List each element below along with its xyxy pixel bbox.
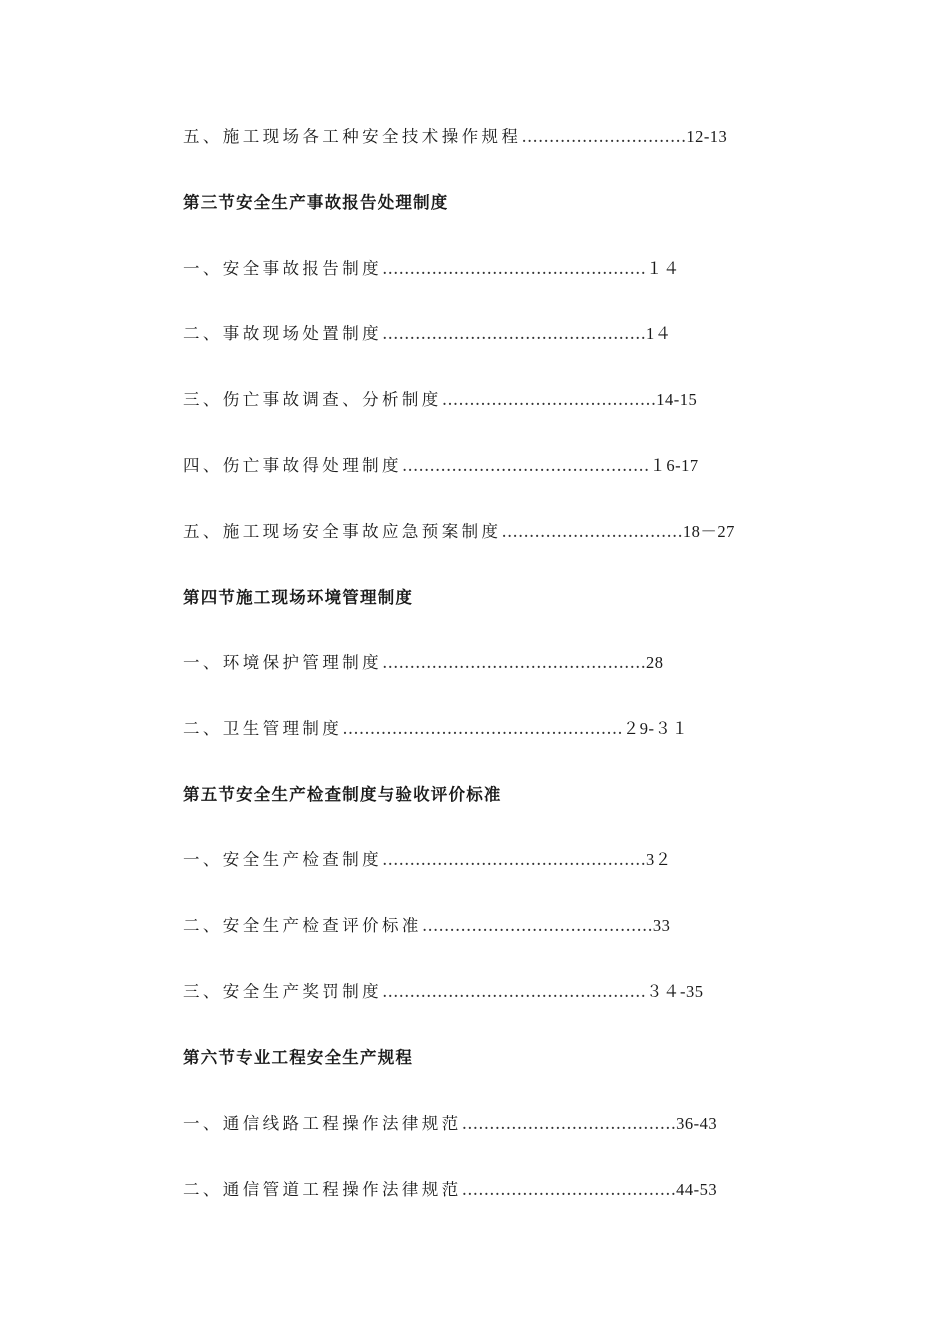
section-heading: 第四节施工现场环境管理制度 bbox=[183, 588, 414, 607]
toc-leader-dots: ………………………………… bbox=[441, 390, 657, 409]
toc-entry bbox=[183, 652, 664, 674]
toc-entry bbox=[183, 323, 672, 345]
toc-leader-dots: ………………………………………… bbox=[382, 850, 646, 869]
section-heading: 第五节安全生产检查制度与验收评价标准 bbox=[183, 785, 502, 804]
toc-page-number: １４ bbox=[646, 259, 680, 278]
toc-page-number: 14-15 bbox=[656, 390, 698, 409]
toc-leader-dots: …………………………… bbox=[501, 522, 683, 541]
toc-entry-title: 二、安全生产检查评价标准 bbox=[183, 916, 422, 935]
toc-entry bbox=[183, 1113, 717, 1135]
toc-page-number: ３４-35 bbox=[646, 982, 704, 1001]
toc-entry bbox=[183, 981, 704, 1003]
toc-entry-title: 五、施工现场安全事故应急预案制度 bbox=[183, 522, 502, 541]
toc-leader-dots: …………………………………… bbox=[421, 916, 653, 935]
toc-entry bbox=[183, 258, 680, 280]
toc-entry-title: 一、安全事故报告制度 bbox=[183, 259, 382, 278]
toc-leader-dots: ………………………………………… bbox=[382, 324, 646, 343]
toc-leader-dots: …………………………………………… bbox=[342, 719, 623, 738]
toc-entry-title: 一、环境保护管理制度 bbox=[183, 653, 382, 672]
toc-page-number: 3２ bbox=[646, 850, 672, 869]
toc-entry-title: 四、伤亡事故得处理制度 bbox=[183, 456, 402, 475]
toc-page-number: 18－27 bbox=[682, 522, 735, 541]
section-heading: 第三节安全生产事故报告处理制度 bbox=[183, 193, 449, 212]
toc-leader-dots: ………………………………………… bbox=[382, 982, 646, 1001]
toc-entry-title: 一、安全生产检查制度 bbox=[183, 850, 382, 869]
toc-entry-title: 二、事故现场处置制度 bbox=[183, 324, 382, 343]
toc-leader-dots: ……………………………………… bbox=[401, 456, 650, 475]
section-heading: 第六节专业工程安全生产规程 bbox=[183, 1048, 414, 1067]
toc-entry-title: 二、卫生管理制度 bbox=[183, 719, 343, 738]
toc-page-number: 12-13 bbox=[686, 127, 728, 146]
toc-entry-title: 二、通信管道工程操作法律规范 bbox=[183, 1180, 462, 1199]
toc-entry bbox=[183, 849, 672, 871]
toc-leader-dots: ………………………………………… bbox=[382, 259, 646, 278]
toc-page-number: 1４ bbox=[646, 324, 672, 343]
toc-page-number: 28 bbox=[646, 653, 664, 672]
toc-page-number: ２9-３１ bbox=[622, 719, 689, 738]
toc-entry-title: 五、施工现场各工种安全技术操作规程 bbox=[183, 127, 522, 146]
toc-page-number: 44-53 bbox=[676, 1180, 718, 1199]
toc-leader-dots: ………………………… bbox=[521, 127, 687, 146]
toc-page-number: １6-17 bbox=[649, 456, 699, 475]
toc-entry bbox=[183, 126, 727, 148]
toc-leader-dots: ………………………………… bbox=[461, 1180, 677, 1199]
toc-entry-title: 三、安全生产奖罚制度 bbox=[183, 982, 382, 1001]
toc-entry-title: 三、伤亡事故调查、分析制度 bbox=[183, 390, 442, 409]
toc-entry bbox=[183, 718, 688, 740]
toc-page-number: 36-43 bbox=[676, 1114, 718, 1133]
toc-entry bbox=[183, 389, 697, 411]
toc-entry bbox=[183, 521, 735, 543]
toc-entry bbox=[183, 1179, 717, 1201]
toc-entry bbox=[183, 455, 699, 477]
toc-entry bbox=[183, 915, 670, 937]
toc-page-number: 33 bbox=[652, 916, 671, 935]
toc-leader-dots: ………………………………… bbox=[461, 1114, 677, 1133]
toc-entry-title: 一、通信线路工程操作法律规范 bbox=[183, 1114, 462, 1133]
toc-leader-dots: ………………………………………… bbox=[382, 653, 646, 672]
